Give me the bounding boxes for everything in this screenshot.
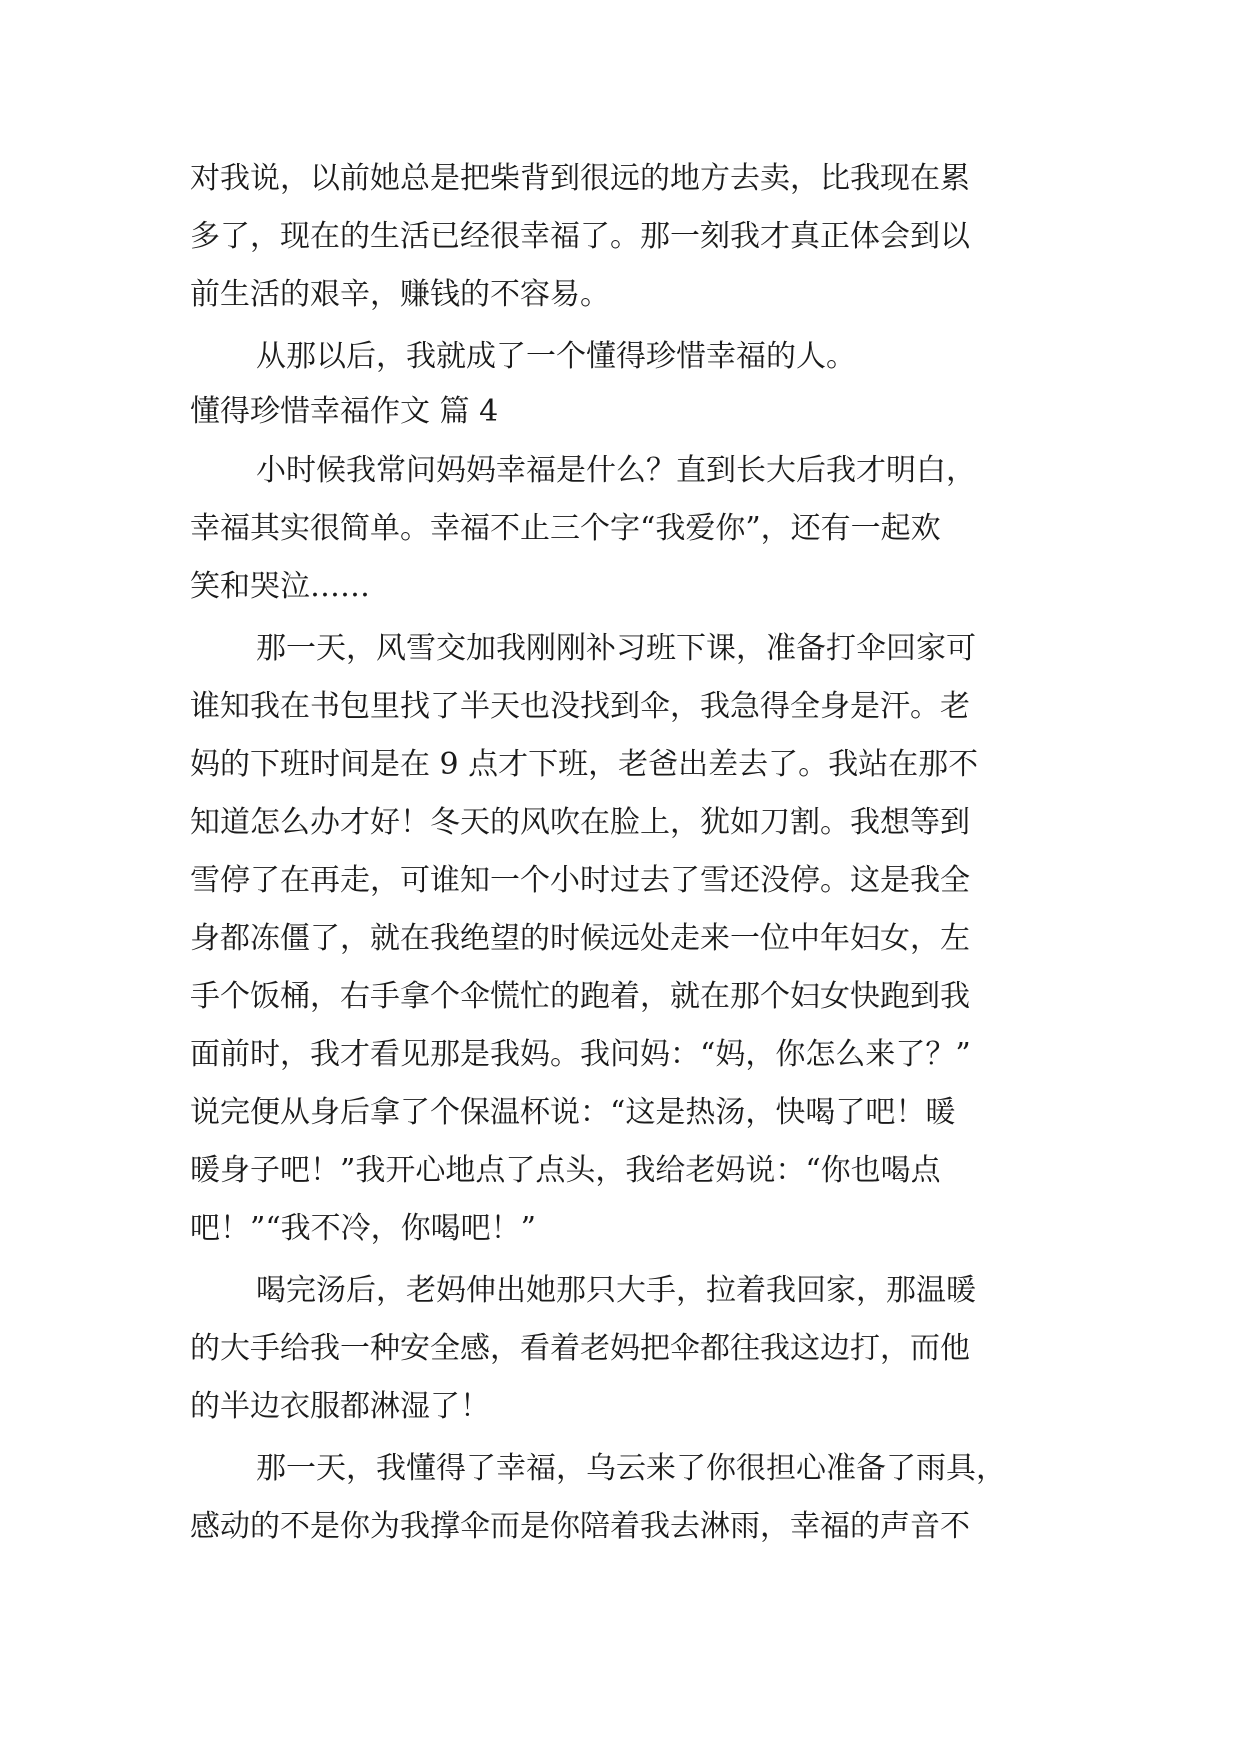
text-line: 面前时，我才看见那是我妈。我问妈：“妈，你怎么来了？” (190, 1037, 971, 1072)
text-line: 说完便从身后拿了个保温杯说：“这是热汤，快喝了吧！暖 (190, 1095, 956, 1130)
text-line: 谁知我在书包里找了半天也没找到伞，我急得全身是汗。老 (190, 689, 970, 724)
paragraph-first-line: 那一天，风雪交加我刚刚补习班下课，准备打伞回家可 (256, 631, 976, 666)
paragraph-first-line: 小时候我常问妈妈幸福是什么？直到长大后我才明白， (256, 453, 976, 488)
text-line: 暖身子吧！”我开心地点了点头，我给老妈说：“你也喝点 (190, 1153, 941, 1188)
text-line: 身都冻僵了，就在我绝望的时候远处走来一位中年妇女，左 (190, 921, 970, 956)
text-line: 的大手给我一种安全感，看着老妈把伞都往我这边打，而他 (190, 1331, 970, 1366)
text-line: 的半边衣服都淋湿了！ (190, 1389, 490, 1424)
text-line: 雪停了在再走，可谁知一个小时过去了雪还没停。这是我全 (190, 863, 970, 898)
text-line: 前生活的艰辛，赚钱的不容易。 (190, 277, 610, 312)
document-page (190, 150, 1060, 1556)
text-line: 吧！”“我不冷，你喝吧！” (190, 1211, 537, 1246)
text-line: 笑和哭泣…… (190, 569, 370, 604)
text-line: 手个饭桶，右手拿个伞慌忙的跑着，就在那个妇女快跑到我 (190, 979, 970, 1014)
paragraph-first-line: 喝完汤后，老妈伸出她那只大手，拉着我回家，那温暖 (256, 1273, 976, 1308)
text-line: 感动的不是你为我撑伞而是你陪着我去淋雨，幸福的声音不 (190, 1509, 970, 1544)
section-heading: 懂得珍惜幸福作文 篇 4 (190, 394, 499, 429)
text-line: 多了，现在的生活已经很幸福了。那一刻我才真正体会到以 (190, 219, 970, 254)
text-line: 知道怎么办才好！冬天的风吹在脸上，犹如刀割。我想等到 (190, 805, 970, 840)
paragraph-first-line: 那一天，我懂得了幸福，乌云来了你很担心准备了雨具， (256, 1451, 1006, 1486)
text-line: 妈的下班时间是在 9 点才下班，老爸出差去了。我站在那不 (190, 747, 979, 782)
text-line: 对我说，以前她总是把柴背到很远的地方去卖，比我现在累 (190, 161, 970, 196)
text-line: 幸福其实很简单。幸福不止三个字“我爱你”，还有一起欢 (190, 511, 941, 546)
paragraph-first-line: 从那以后，我就成了一个懂得珍惜幸福的人。 (256, 339, 856, 374)
